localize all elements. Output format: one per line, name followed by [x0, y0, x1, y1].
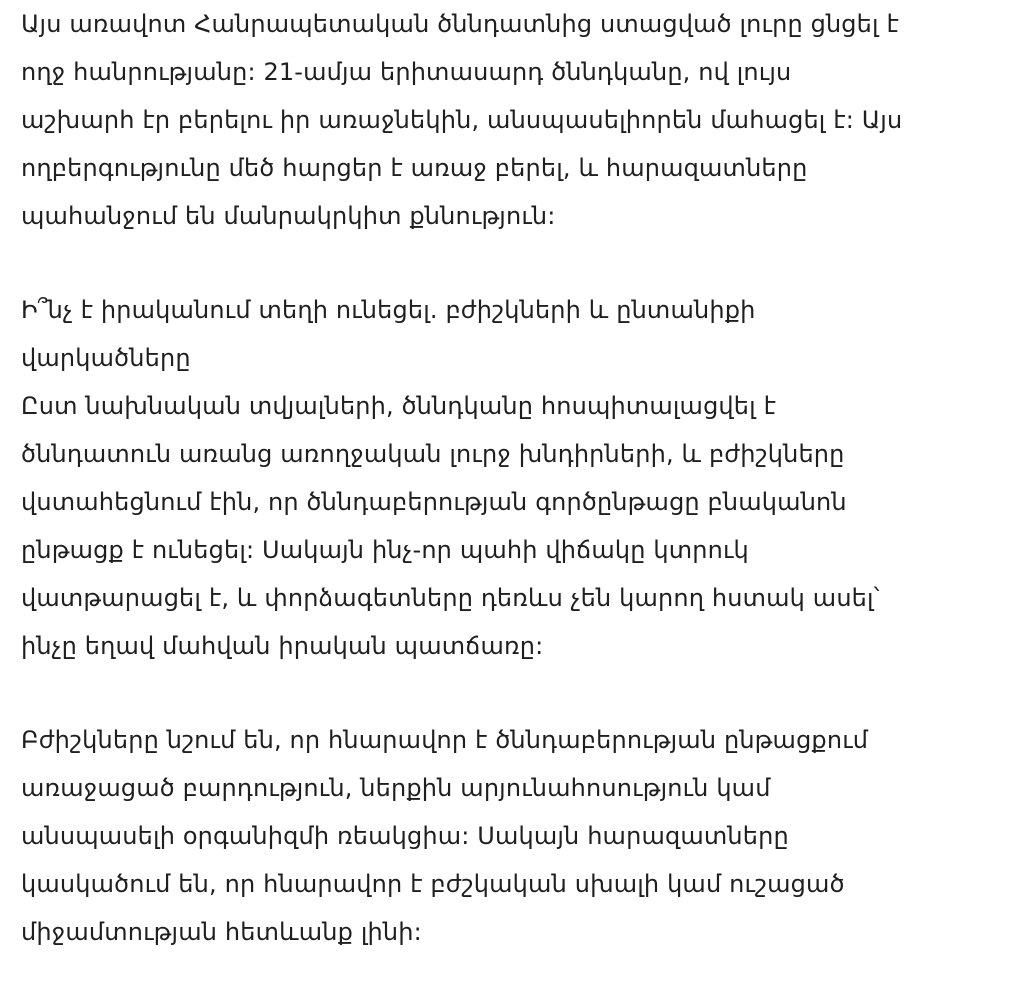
text-line: վատթարացել է, և փորձագետները դեռևս չեն կարող հստակ ասել՝: [21, 584, 880, 612]
paragraph-intro: [21, 0, 1011, 240]
text-line: ծննդատուն առանց առողջական լուրջ խնդիրների, և բժիշկները: [21, 440, 845, 468]
text-line: ընթացք է ունեցել: Սակայն ինչ-որ պահի վիճակը կտրուկ: [21, 536, 749, 564]
text-line: միջամտության հետևանք լինի:: [21, 918, 422, 946]
text-line: ողջ հանրությանը: 21-ամյա երիտասարդ ծննդկանը, ով լույս: [21, 58, 792, 86]
text-line: աշխարհ էր բերելու իր առաջնեկին, անսպասելիորեն մահացել է: Այս: [21, 106, 903, 134]
article-body: [21, 0, 1011, 956]
text-line: անսպասելի օրգանիզմի ռեակցիա: Սակայն հարազատները: [21, 822, 789, 850]
section-heading: [21, 286, 1011, 382]
text-line: պահանջում են մանրակրկիտ քննություն:: [21, 202, 556, 230]
text-line: առաջացած բարդություն, ներքին արյունահոսություն կամ: [21, 774, 771, 802]
text-line: Այս առավոտ Հանրապետական ծննդատնից ստացված լուրը ցնցել է: [21, 10, 899, 38]
paragraph-versions: [21, 382, 1011, 670]
text-line: Բժիշկները նշում են, որ հնարավոր է ծննդաբերության ընթացքում: [21, 726, 869, 754]
text-line: ողբերգությունը մեծ հարցեր է առաջ բերել, և հարազատները: [21, 154, 808, 182]
text-line: Ըստ նախնական տվյալների, ծննդկանը հոսպիտալացվել է: [21, 392, 777, 420]
text-line: ինչը եղավ մահվան իրական պատճառը:: [21, 632, 544, 660]
paragraph-doctors: [21, 716, 1011, 956]
text-line: վստահեցնում էին, որ ծննդաբերության գործընթացը բնականոն: [21, 488, 847, 516]
text-line: կասկածում են, որ հնարավոր է բժշկական սխալի կամ ուշացած: [21, 870, 845, 898]
heading-line: վարկածները: [21, 344, 191, 372]
paragraph-spacer: [21, 670, 1011, 716]
paragraph-spacer: [21, 240, 1011, 286]
heading-line: Ի՞նչ է իրականում տեղի ունեցել. բժիշկների և ընտանիքի: [21, 296, 756, 324]
